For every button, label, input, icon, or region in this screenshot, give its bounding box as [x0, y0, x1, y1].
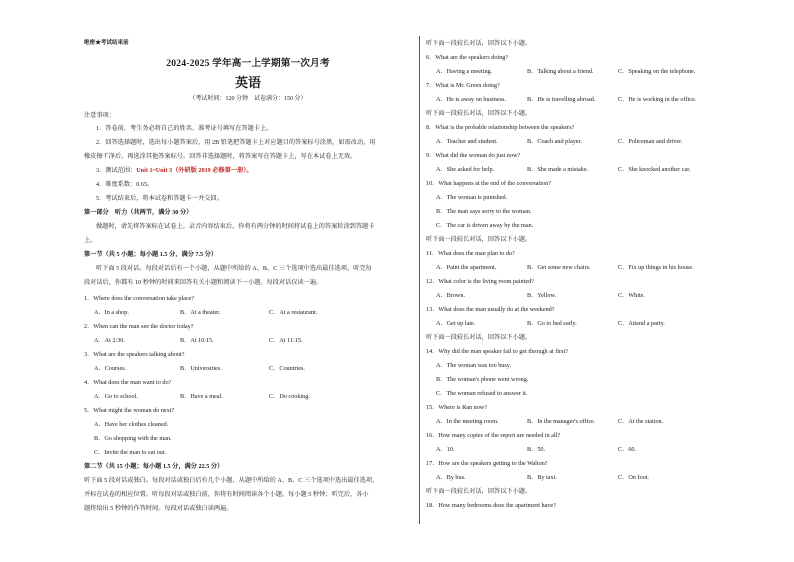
section2-intro-c: 题将给出 5 秒钟的作答时间。每段对话或独白读两遍。 — [84, 505, 233, 512]
q14-option-c: C．The woman refused to answer it. — [436, 390, 528, 397]
question-7: 7．What is Mr. Green doing? — [426, 82, 500, 89]
question-18: 18．How many bedrooms does the apartment have? — [426, 502, 556, 509]
section1-intro-b: 段对话后，你都有 10 秒钟的时间来回答有关小题和阅读下一小题。每段对话仅读一遍。 — [84, 279, 323, 286]
note-1: 1．答卷前，考生务必将自己的姓名、准考证号填写在答题卡上。 — [96, 125, 273, 132]
q6-option-c: C．Speaking on the telephone. — [618, 68, 696, 75]
q17-option-c: C．On foot. — [618, 474, 649, 481]
q8-option-a: A．Teacher and student. — [436, 138, 498, 145]
part1-intro-a: 做题时，请先将答案标在试卷上。录音内容结束后，你将有两分钟的时间将试卷上的答案转涂到答题卡 — [96, 223, 375, 230]
q2-option-b: B．At 10:15. — [180, 337, 214, 344]
q14-option-a: A．The woman was too busy. — [436, 362, 512, 369]
question-14: 14．Why did the man speaker fail to get through at first? — [426, 348, 568, 355]
q8-option-c: C．Policeman and driver. — [618, 138, 683, 145]
q1-option-c: C．At a restaurant. — [269, 309, 318, 316]
question-4: 4．What does the man want to do? — [84, 379, 172, 386]
q3-option-b: B．Universities. — [180, 365, 222, 372]
question-3: 3．What are the speakers talking about? — [84, 351, 185, 358]
question-15: 15．Where is Ran now? — [426, 404, 487, 411]
listen-instruction-6: 听下面一段较长对话，回答以下小题。 — [426, 40, 532, 47]
q1-option-a: A．In a shop. — [94, 309, 129, 316]
note-3-range: Unit 1~Unit 3（外研版 2019 必修第一册）。 — [136, 167, 253, 174]
q5-option-b: B．Go shopping with the man. — [94, 435, 172, 442]
listen-instruction-18: 听下面一段较长对话，回答以下小题。 — [426, 488, 532, 495]
question-5: 5．What might the woman do next? — [84, 407, 175, 414]
exam-subject: 英语 — [234, 75, 261, 90]
q13-option-a: A．Get up late. — [436, 320, 476, 327]
listen-instruction-14: 听下面一段较长对话，回答以下小题。 — [426, 334, 532, 341]
section1-intro-a: 听下面 5 段对话。每段对话后有一个小题，从题中所给的 A、B、C 三个选项中选出最佳选项。听完每 — [96, 265, 372, 272]
question-13: 13．What does the man usually do at the weekend? — [426, 306, 555, 313]
notes-title: 注意事项： — [84, 112, 115, 119]
note-4: 4．难度系数：0.65。 — [96, 181, 154, 188]
q17-option-a: A．By bus. — [436, 474, 466, 481]
exam-title: 2024-2025 学年高一上学期第一次月考 — [166, 58, 330, 69]
secret-mark: 绝密★考试结束前 — [84, 40, 129, 46]
question-8: 8．What is the probable relationship between the speakers? — [426, 124, 575, 131]
listen-instruction-11: 听下面一段较长对话，回答以下小题。 — [426, 236, 532, 243]
part1-intro-b: 上。 — [84, 237, 97, 244]
q7-option-b: B．He is travelling abroad. — [527, 96, 596, 103]
q4-option-a: A．Go to school. — [94, 393, 138, 400]
note-3-prefix: 3．测试范围： — [96, 167, 137, 174]
q6-option-a: A．Having a meeting. — [436, 68, 493, 75]
section2-title: 第二节（共 15 小题；每小题 1.5 分，满分 22.5 分） — [84, 463, 224, 470]
q12-option-c: C．White. — [618, 292, 645, 299]
question-11: 11．What does the man plan to do? — [426, 250, 515, 257]
q10-option-c: C．The car is driven away by the man. — [436, 222, 534, 229]
q15-option-a: A．In the meeting room. — [436, 418, 499, 425]
q16-option-a: A．10. — [436, 446, 455, 453]
q5-option-c: C．Invite the man to eat out. — [94, 449, 167, 456]
part1-title: 第一部分 听力（共两节，满分 30 分） — [84, 209, 193, 216]
q7-option-c: C．He is working in the office. — [618, 96, 697, 103]
note-2b: 橡皮擦干净后，再选涂其他答案标号。回答非选择题时，将答案写在答题卡上，写在本试卷上无效。 — [84, 153, 357, 160]
q9-option-b: B．She made a mistake. — [527, 166, 589, 173]
q4-option-b: B．Have a meal. — [180, 393, 223, 400]
q16-option-b: B．50. — [527, 446, 546, 453]
question-6: 6．What are the speakers doing? — [426, 54, 509, 61]
q3-option-a: A．Courses. — [94, 365, 127, 372]
listen-instruction-8: 听下面一段较长对话，回答以下小题。 — [426, 110, 532, 117]
question-9: 9．What did the woman do just now? — [426, 152, 521, 159]
q5-option-a: A．Have her clothes cleaned. — [94, 421, 169, 428]
q2-option-c: C．At 11:15. — [269, 337, 303, 344]
section2-intro-b: 并标在试卷的相应位置。听每段对话或独白前，你将有时间阅读各个小题，每小题 5 秒钟；听完后，各小 — [84, 491, 369, 498]
q13-option-c: C．Attend a party. — [618, 320, 665, 327]
note-5: 5．考试结束后，将本试卷和答题卡一并交回。 — [96, 195, 223, 202]
q9-option-a: A．She asked for help. — [436, 166, 495, 173]
q3-option-c: C．Countries. — [269, 365, 305, 372]
q11-option-a: A．Paint the apartment. — [436, 264, 497, 271]
note-3 — [96, 167, 253, 175]
question-1: 1．Where does the conversation take place? — [84, 295, 195, 302]
q15-option-c: C．At the station. — [618, 418, 664, 425]
q9-option-c: C．She knocked another car. — [618, 166, 691, 173]
q15-option-b: B．In the manager's office. — [527, 418, 596, 425]
q10-option-a: A．The woman is punished. — [436, 194, 508, 201]
section2-intro-a: 听下面 5 段对话或独白。每段对话或独白后有几个小题，从题中所给的 A、B、C 三个选项中选出最佳选项， — [84, 477, 379, 484]
q10-option-b: B．The man says sorry to the woman. — [436, 208, 532, 215]
q11-option-c: C．Fix up things in his house. — [618, 264, 694, 271]
exam-info: （考试时间：120 分钟 试卷满分：150 分） — [189, 96, 307, 102]
q12-option-a: A．Brown. — [436, 292, 466, 299]
q14-option-b: B．The woman's phone went wrong. — [436, 376, 529, 383]
question-2: 2．When can the man see the doctor today? — [84, 323, 194, 330]
section1-title: 第一节（共 5 小题；每小题 1.5 分，满分 7.5 分） — [84, 251, 218, 258]
q6-option-b: B．Talking about a friend. — [527, 68, 594, 75]
question-10: 10．What happens at the end of the conversation? — [426, 180, 551, 187]
q13-option-b: B．Go to bed early. — [527, 320, 577, 327]
note-2a: 2．回答选择题时，选出每小题答案后，用 2B 铅笔把答题卡上对应题目的答案标号涂黑，如需改动，用 — [96, 139, 376, 146]
q17-option-b: B．By taxi. — [527, 474, 557, 481]
q11-option-b: B．Get some new chairs. — [527, 264, 591, 271]
q8-option-b: B．Coach and player. — [527, 138, 582, 145]
column-divider — [419, 36, 420, 524]
q1-option-b: B．At a theater. — [180, 309, 221, 316]
question-17: 17．How are the speakers getting to the Walton? — [426, 460, 548, 467]
q4-option-c: C．Do cooking. — [269, 393, 310, 400]
question-12: 12．What color is the living room painted? — [426, 278, 534, 285]
q16-option-c: C．60. — [618, 446, 637, 453]
q2-option-a: A．At 2:30. — [94, 337, 125, 344]
q7-option-a: A．He is away on business. — [436, 96, 506, 103]
q12-option-b: B．Yellow. — [527, 292, 557, 299]
question-16: 16．How many copies of the report are needed in all? — [426, 432, 561, 439]
